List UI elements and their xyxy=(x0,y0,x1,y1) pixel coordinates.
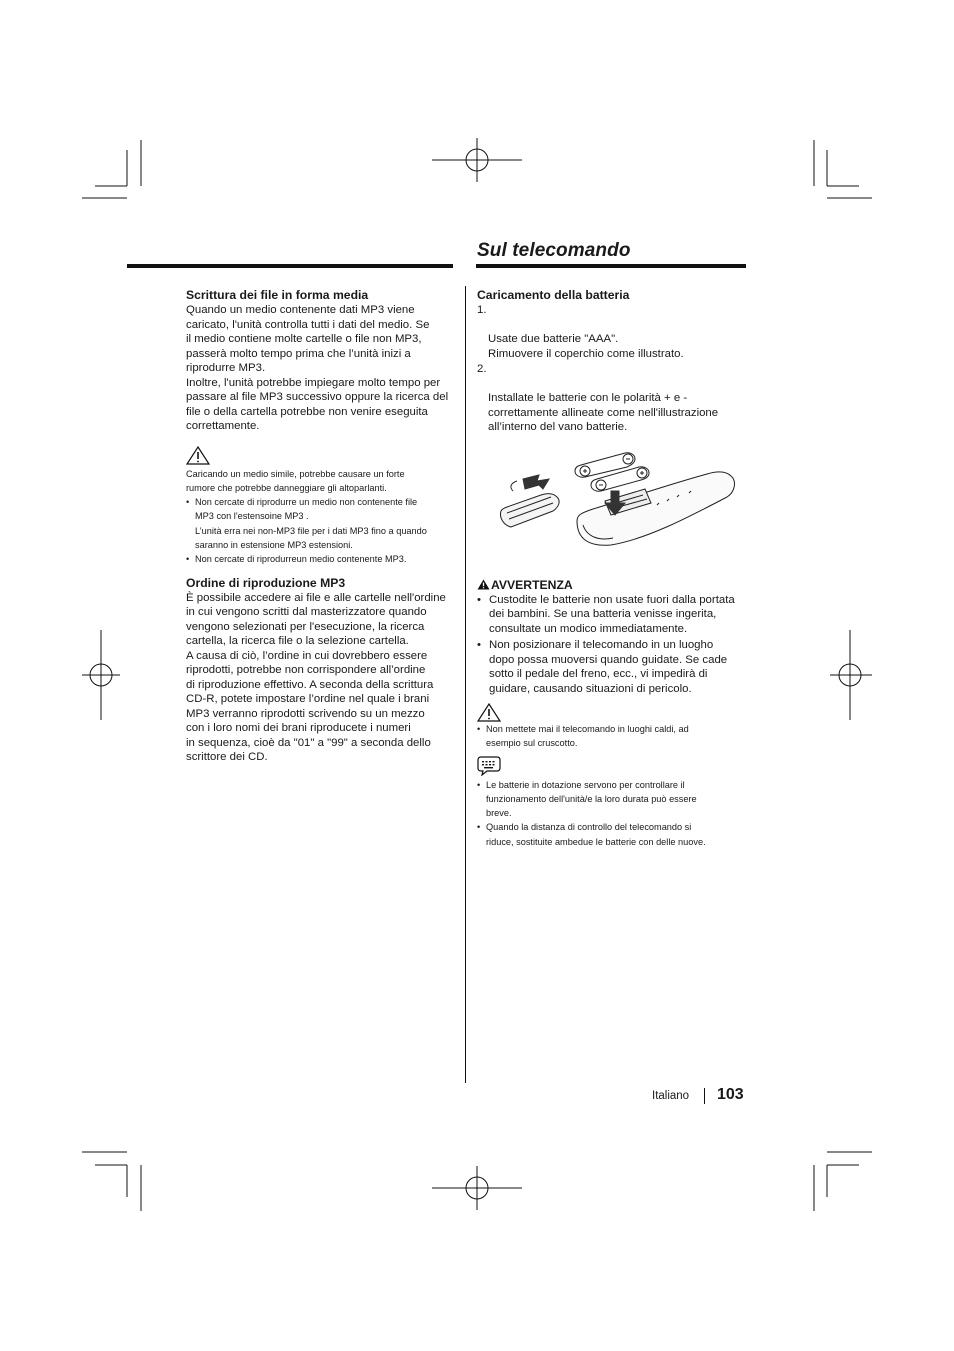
mp3-writing-heading: Scrittura dei file in forma media xyxy=(186,288,369,302)
caution-block xyxy=(186,446,458,567)
caution-bullet: • Non mettete mai il telecomando in luoghi caldi, ad esempio sul cruscotto. xyxy=(477,722,749,751)
warning-triangle-icon xyxy=(477,579,490,590)
note-block xyxy=(477,755,749,849)
header-rule-left xyxy=(127,264,453,268)
step-text: Installate le batterie con le polarità + e - correttamente allineate come nell'illustrazione all’interno del vano batterie. xyxy=(488,392,719,433)
left-column xyxy=(186,287,458,765)
header-rule-right xyxy=(476,264,746,268)
warning-block xyxy=(477,577,749,697)
caution-block-2 xyxy=(477,703,749,751)
remote-battery-illustration xyxy=(477,445,749,567)
right-column xyxy=(477,287,749,849)
caution-text: Caricando un medio simile, potrebbe causare un forte rumore che potrebbe danneggiare gli altoparlanti. xyxy=(186,468,405,493)
caution-triangle-icon xyxy=(477,703,501,722)
page-number: 103 xyxy=(717,1086,744,1103)
warning-header xyxy=(477,577,749,593)
warning-bullet: • Non posizionare il telecomando in un luogho dopo possa muoversi quando guidate. Se cade sotto il pedale del freno, ecc., vi impedirà di guidare, causando situazioni di pericolo. xyxy=(477,638,749,696)
mp3-writing-body: Quando un medio contenente dati MP3 viene caricato, l'unità controlla tutti i dati del medio. Se il medio contiene molte cartelle o file non MP3, passerà molto tempo prima che l’unità inizi a riprodurre MP3. Inoltre, l'unità potrebbe impiegare molto tempo per passare al file MP3 successivo oppure la ricerca del file o della cartella potrebbe non venire eseguita correttamente. xyxy=(186,304,449,432)
caution-bullet: • Non cercate di riprodurre un medio non contenente file MP3 con l'estensoine MP3 . L’unità erra nei non-MP3 file per i dati MP3 fino a quando saranno in estensione MP3 estensioni. xyxy=(186,495,458,552)
mp3-order-body: È possibile accedere ai file e alle cartelle nell'ordine in cui vengono scritti dal masterizzatore quando vengono selezionati per l'esecuzione, la ricerca cartella, la ricerca file o la selezione cartella. A causa di ciò, l’ordine in cui dovrebbero essere riprodotti, potrebbe non corrispondere all’ordine di riproduzione effettivo. A seconda della scrittura CD-R, potete impostare l’ordine nel quale i brani MP3 verranno riprodotti scrivendo su un mezzo con i loro nomi dei brani riproducete i numeri in sequenza, cioè da "01" a "99" a seconda dello scrittore dei CD. xyxy=(186,591,446,764)
note-speech-bubble-icon xyxy=(477,755,501,776)
section-title: Sul telecomando xyxy=(477,240,631,261)
battery-step xyxy=(477,303,749,361)
battery-step xyxy=(477,362,749,435)
caution-bullet: • Non cercate di riprodurreun medio contenente MP3. xyxy=(186,552,458,566)
column-divider xyxy=(465,286,466,1083)
footer-separator xyxy=(704,1088,705,1104)
battery-heading: Caricamento della batteria xyxy=(477,288,630,302)
warning-bullet: • Custodite le batterie non usate fuori dalla portata dei bambini. Se una batteria venisse ingerita, consultate un modico immediatamente. xyxy=(477,593,749,637)
mp3-order-heading: Ordine di riproduzione MP3 xyxy=(186,575,346,590)
note-bullet: • Quando la distanza di controllo del telecomando si riduce, sostituite ambedue le batterie con delle nuove. xyxy=(477,820,749,849)
note-bullet: • Le batterie in dotazione servono per controllare il funzionamento dell'unità/e la loro durata può essere breve. xyxy=(477,778,749,821)
step-text: Usate due batterie "AAA". Rimuovere il coperchio come illustrato. xyxy=(488,333,684,360)
step-number: 1. xyxy=(477,304,487,316)
warning-heading: AVVERTENZA xyxy=(491,577,573,592)
footer-language: Italiano xyxy=(652,1090,690,1102)
caution-triangle-icon xyxy=(186,446,210,465)
step-number: 2. xyxy=(477,363,487,375)
